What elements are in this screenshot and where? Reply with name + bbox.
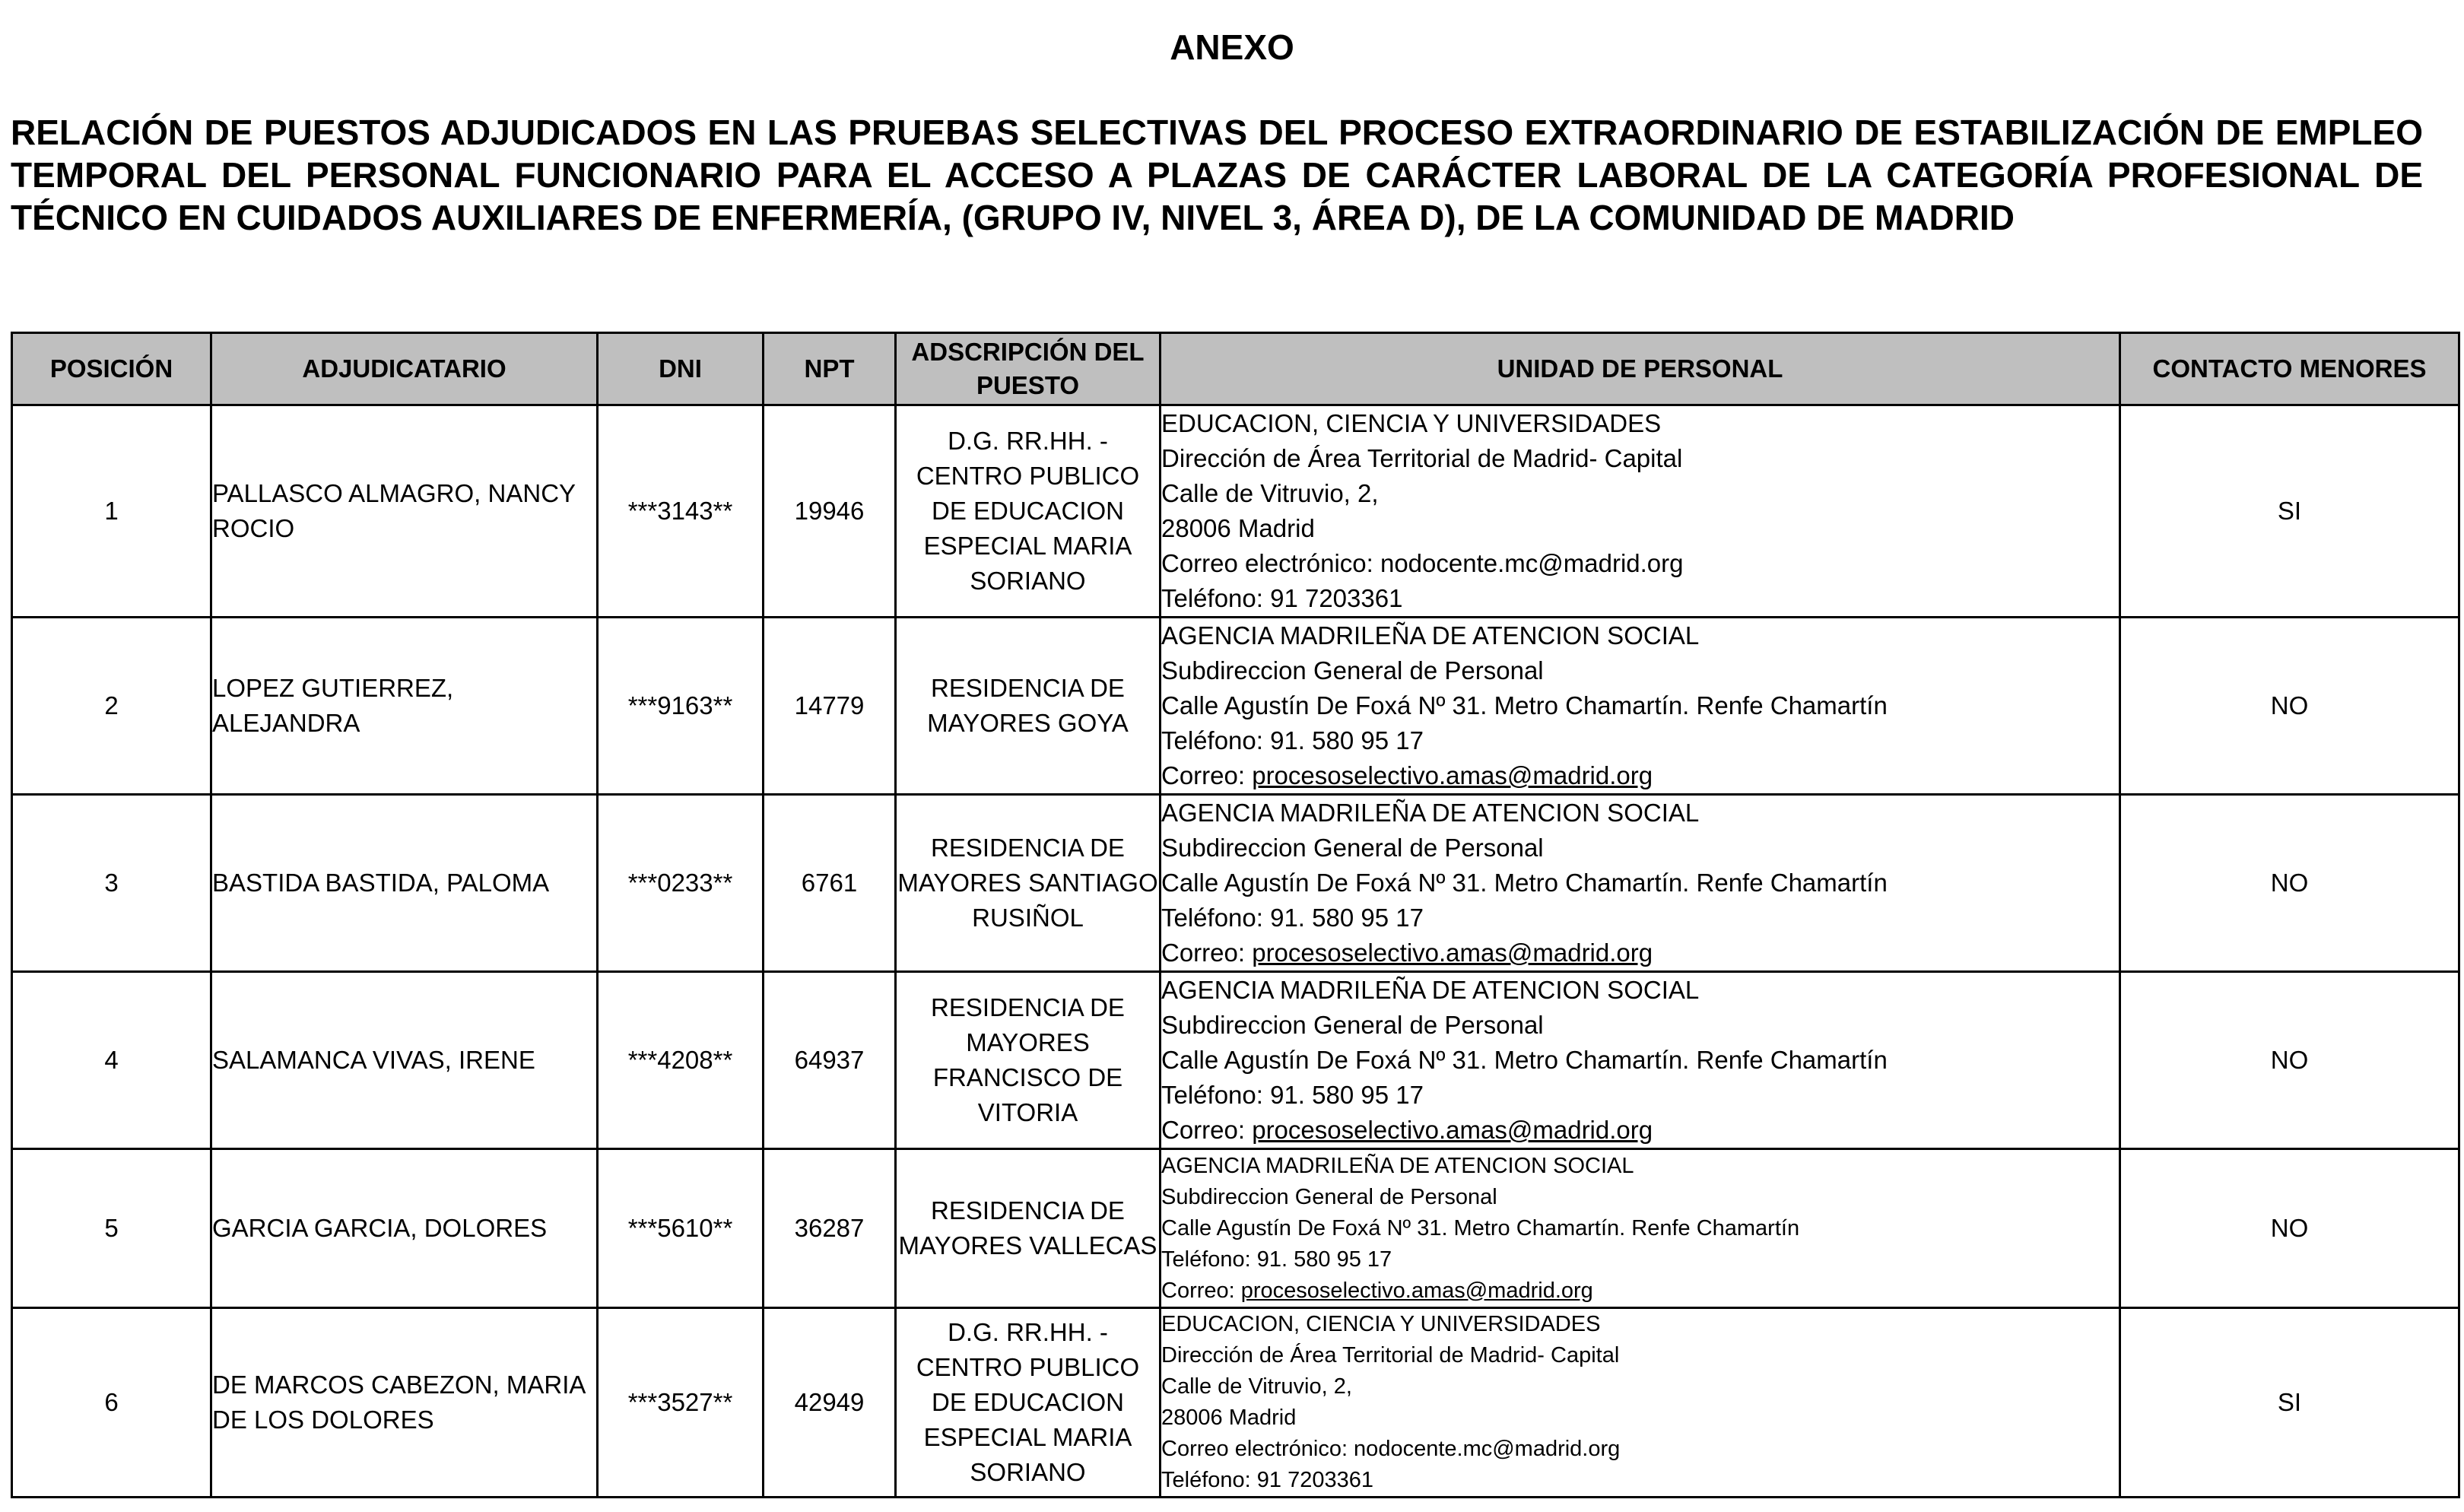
- unidad-line: Dirección de Área Territorial de Madrid- Capital: [1161, 1343, 1620, 1367]
- unidad-line: Subdireccion General de Personal: [1161, 656, 1544, 685]
- unidad-line: Calle Agustín De Foxá Nº 31. Metro Chamartín. Renfe Chamartín: [1161, 869, 1888, 897]
- unidad-phone: Teléfono: 91. 580 95 17: [1161, 904, 1424, 932]
- col-contacto-header: CONTACTO MENORES: [2120, 333, 2459, 405]
- unidad-line: Calle Agustín De Foxá Nº 31. Metro Chamartín. Renfe Chamartín: [1161, 691, 1888, 719]
- adscripcion-cell: RESIDENCIA DE MAYORES SANTIAGO RUSIÑOL: [896, 795, 1161, 972]
- unidad-email: Correo electrónico: nodocente.mc@madrid.org: [1161, 1437, 1621, 1461]
- table-row: [12, 405, 2459, 618]
- npt-cell: 36287: [764, 1149, 896, 1308]
- unidad-line: AGENCIA MADRILEÑA DE ATENCION SOCIAL: [1161, 1153, 1634, 1178]
- unidad-phone: Teléfono: 91. 580 95 17: [1161, 726, 1424, 754]
- unidad-email-line: [1161, 1275, 2119, 1307]
- col-npt-header: NPT: [764, 333, 896, 405]
- adjudicatario-cell: LOPEZ GUTIERREZ, ALEJANDRA: [211, 618, 598, 795]
- adjudicatario-cell: DE MARCOS CABEZON, MARIA DE LOS DOLORES: [211, 1308, 598, 1498]
- posicion-cell: 4: [12, 972, 211, 1149]
- table-row: [12, 972, 2459, 1149]
- col-posicion-header: POSICIÓN: [12, 333, 211, 405]
- unidad-line: Subdireccion General de Personal: [1161, 1184, 1497, 1209]
- unidad-line: 28006 Madrid: [1161, 514, 1315, 542]
- table-row: [12, 795, 2459, 972]
- dni-cell: ***0233**: [598, 795, 764, 972]
- col-unidad-header: UNIDAD DE PERSONAL: [1161, 333, 2120, 405]
- unidad-line: EDUCACION, CIENCIA Y UNIVERSIDADES: [1161, 1312, 1601, 1336]
- unidad-line: Subdireccion General de Personal: [1161, 1011, 1544, 1039]
- dni-cell: ***3527**: [598, 1308, 764, 1498]
- dni-cell: ***4208**: [598, 972, 764, 1149]
- unidad-line: Calle Agustín De Foxá Nº 31. Metro Chamartín. Renfe Chamartín: [1161, 1215, 1800, 1240]
- posicion-cell: 2: [12, 618, 211, 795]
- unidad-line: AGENCIA MADRILEÑA DE ATENCION SOCIAL: [1161, 799, 1700, 827]
- adscripcion-cell: D.G. RR.HH. - CENTRO PUBLICO DE EDUCACION ESPECIAL MARIA SORIANO: [896, 405, 1161, 618]
- table-row: [12, 1308, 2459, 1498]
- email-link[interactable]: procesoselectivo.amas@madrid.org: [1240, 1278, 1593, 1303]
- unidad-phone: Teléfono: 91 7203361: [1161, 1468, 1373, 1492]
- unidad-line: Calle de Vitruvio, 2,: [1161, 1374, 1352, 1399]
- email-label: Correo:: [1161, 939, 1253, 967]
- npt-cell: 6761: [764, 795, 896, 972]
- unidad-line: EDUCACION, CIENCIA Y UNIVERSIDADES: [1161, 409, 1662, 437]
- dni-cell: ***3143**: [598, 405, 764, 618]
- posicion-cell: 1: [12, 405, 211, 618]
- unidad-line: Calle de Vitruvio, 2,: [1161, 479, 1379, 507]
- email-link[interactable]: procesoselectivo.amas@madrid.org: [1252, 761, 1653, 789]
- contacto-cell: NO: [2120, 795, 2459, 972]
- adjudicatario-cell: PALLASCO ALMAGRO, NANCY ROCIO: [211, 405, 598, 618]
- contacto-cell: NO: [2120, 618, 2459, 795]
- posicion-cell: 6: [12, 1308, 211, 1498]
- unidad-cell: [1161, 405, 2120, 618]
- adjudicatario-cell: SALAMANCA VIVAS, IRENE: [211, 972, 598, 1149]
- unidad-phone: Teléfono: 91. 580 95 17: [1161, 1247, 1392, 1272]
- email-label: Correo:: [1161, 1116, 1253, 1144]
- email-link[interactable]: procesoselectivo.amas@madrid.org: [1252, 1116, 1653, 1144]
- email-label: Correo:: [1161, 1278, 1241, 1303]
- unidad-line: AGENCIA MADRILEÑA DE ATENCION SOCIAL: [1161, 621, 1700, 650]
- adscripcion-cell: RESIDENCIA DE MAYORES GOYA: [896, 618, 1161, 795]
- npt-cell: 64937: [764, 972, 896, 1149]
- unidad-cell: [1161, 795, 2120, 972]
- unidad-line: Dirección de Área Territorial de Madrid- Capital: [1161, 444, 1683, 472]
- table-header: [12, 333, 2459, 405]
- unidad-phone: Teléfono: 91 7203361: [1161, 584, 1403, 612]
- unidad-email-line: [1161, 758, 2119, 793]
- unidad-email-line: [1161, 935, 2119, 970]
- contacto-cell: NO: [2120, 1149, 2459, 1308]
- document-title: RELACIÓN DE PUESTOS ADJUDICADOS EN LAS PRUEBAS SELECTIVAS DEL PROCESO EXTRAORDINARIO DE ESTABILIZACIÓN DE EMPLEO TEMPORAL DEL PERSONAL FUNCIONARIO PARA EL ACCESO A PLAZAS DE CARÁCTER LABORAL DE LA CATEGORÍA PROFESIONAL DE TÉCNICO EN CUIDADOS AUXILIARES DE ENFERMERÍA, (GRUPO IV, NIVEL 3, ÁREA D), DE LA COMUNIDAD DE MADRID: [11, 113, 2423, 237]
- col-adjudicatario-header: ADJUDICATARIO: [211, 333, 598, 405]
- adjudication-table: [11, 332, 2460, 1498]
- unidad-cell: [1161, 1308, 2120, 1498]
- unidad-line: AGENCIA MADRILEÑA DE ATENCION SOCIAL: [1161, 976, 1700, 1004]
- email-label: Correo:: [1161, 761, 1253, 789]
- contacto-cell: NO: [2120, 972, 2459, 1149]
- unidad-line: Subdireccion General de Personal: [1161, 834, 1544, 862]
- npt-cell: 14779: [764, 618, 896, 795]
- dni-cell: ***9163**: [598, 618, 764, 795]
- adjudicatario-cell: GARCIA GARCIA, DOLORES: [211, 1149, 598, 1308]
- email-link[interactable]: procesoselectivo.amas@madrid.org: [1252, 939, 1653, 967]
- unidad-line: 28006 Madrid: [1161, 1406, 1297, 1430]
- unidad-email: Correo electrónico: nodocente.mc@madrid.org: [1161, 549, 1684, 577]
- table-row: [12, 618, 2459, 795]
- adjudicatario-cell: BASTIDA BASTIDA, PALOMA: [211, 795, 598, 972]
- adscripcion-cell: RESIDENCIA DE MAYORES FRANCISCO DE VITORIA: [896, 972, 1161, 1149]
- adscripcion-cell: D.G. RR.HH. - CENTRO PUBLICO DE EDUCACION ESPECIAL MARIA SORIANO: [896, 1308, 1161, 1498]
- unidad-cell: [1161, 1149, 2120, 1308]
- unidad-line: Calle Agustín De Foxá Nº 31. Metro Chamartín. Renfe Chamartín: [1161, 1046, 1888, 1074]
- npt-cell: 42949: [764, 1308, 896, 1498]
- col-dni-header: DNI: [598, 333, 764, 405]
- posicion-cell: 3: [12, 795, 211, 972]
- posicion-cell: 5: [12, 1149, 211, 1308]
- table-row: [12, 1149, 2459, 1308]
- unidad-cell: [1161, 618, 2120, 795]
- anexo-heading: ANEXO: [1170, 27, 1294, 67]
- dni-cell: ***5610**: [598, 1149, 764, 1308]
- col-adscripcion-header: ADSCRIPCIÓN DEL PUESTO: [896, 333, 1161, 405]
- contacto-cell: SI: [2120, 1308, 2459, 1498]
- adscripcion-cell: RESIDENCIA DE MAYORES VALLECAS: [896, 1149, 1161, 1308]
- contacto-cell: SI: [2120, 405, 2459, 618]
- unidad-email-line: [1161, 1113, 2119, 1148]
- npt-cell: 19946: [764, 405, 896, 618]
- unidad-phone: Teléfono: 91. 580 95 17: [1161, 1081, 1424, 1109]
- unidad-cell: [1161, 972, 2120, 1149]
